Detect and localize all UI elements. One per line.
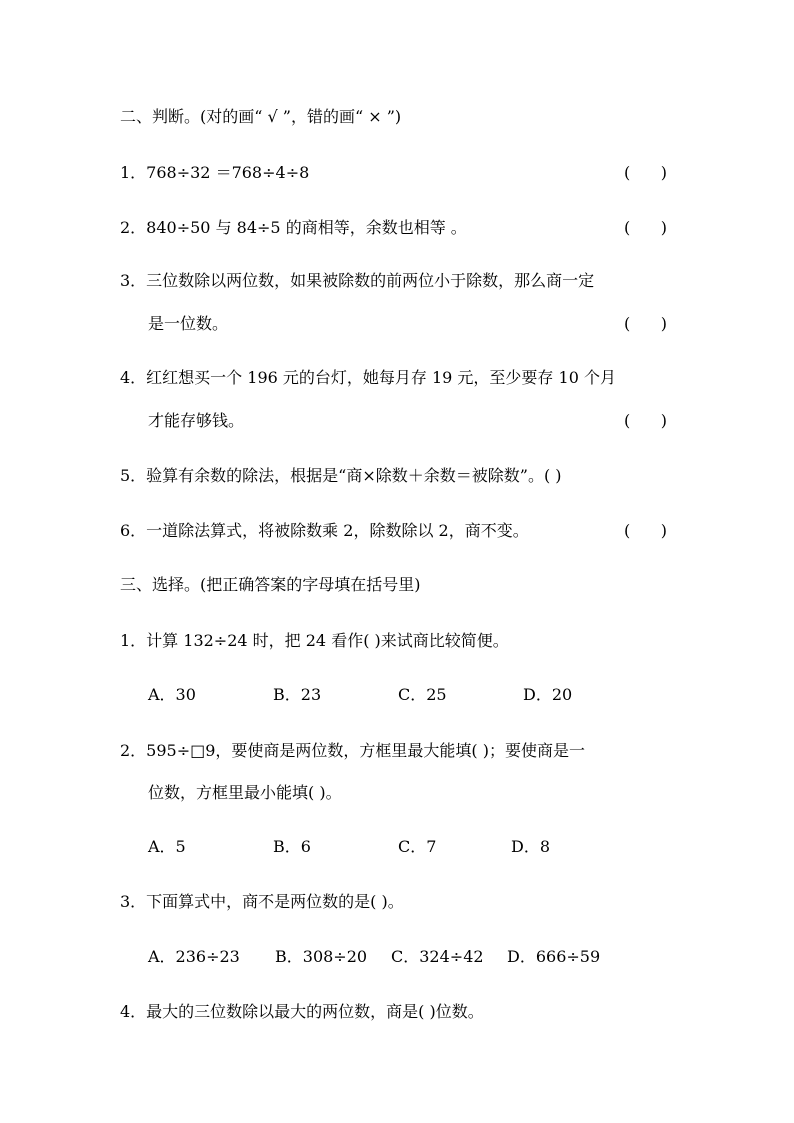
judge-item-4-cont: 才能存够钱。 — [148, 411, 245, 430]
option-d: D．666÷59 — [507, 947, 601, 966]
judge-item-5: 5．验算有余数的除法，根据是“商×除数＋余数＝被除数”。( ) — [120, 466, 562, 485]
option-c: C．324÷42 — [391, 947, 484, 966]
option-b: B．23 — [273, 685, 322, 704]
choice-item-1: 1．计算 132÷24 时，把 24 看作( )来试商比较简便。 — [120, 631, 509, 650]
option-d: D．20 — [523, 685, 573, 704]
answer-bracket[interactable]: ( ) — [624, 314, 667, 333]
option-b: B．6 — [273, 837, 311, 856]
answer-bracket[interactable]: ( ) — [624, 521, 667, 540]
judge-header: 二、判断。(对的画“ √ ”，错的画“ × ”) — [120, 107, 402, 126]
judge-item-3-cont: 是一位数。 — [148, 314, 229, 333]
answer-bracket[interactable]: ( ) — [624, 163, 667, 182]
judge-item-3: 3．三位数除以两位数，如果被除数的前两位小于除数，那么商一定 — [120, 271, 595, 290]
judge-item-1: 1．768÷32 ＝768÷4÷8 — [120, 163, 310, 182]
option-b: B．308÷20 — [275, 947, 368, 966]
choice-item-4: 4．最大的三位数除以最大的两位数，商是( )位数。 — [120, 1002, 484, 1021]
choice-item-2-cont: 位数，方框里最小能填( )。 — [148, 783, 342, 802]
choice-item-2: 2．595÷□9，要使商是两位数，方框里最大能填( )；要使商是一 — [120, 741, 585, 760]
option-d: D．8 — [511, 837, 551, 856]
choice-header: 三、选择。(把正确答案的字母填在括号里) — [120, 575, 421, 594]
option-a: A．236÷23 — [148, 947, 240, 966]
option-c: C．25 — [398, 685, 447, 704]
judge-item-2: 2．840÷50 与 84÷5 的商相等，余数也相等 。 — [120, 218, 467, 237]
judge-item-6: 6．一道除法算式，将被除数乘 2，除数除以 2，商不变。 — [120, 521, 529, 540]
answer-bracket[interactable]: ( ) — [624, 218, 667, 237]
choice-item-3: 3．下面算式中，商不是两位数的是( )。 — [120, 892, 404, 911]
option-a: A．30 — [148, 685, 196, 704]
option-c: C．7 — [398, 837, 437, 856]
judge-item-4: 4．红红想买一个 196 元的台灯，她每月存 19 元，至少要存 10 个月 — [120, 368, 616, 387]
answer-bracket[interactable]: ( ) — [624, 411, 667, 430]
option-a: A．5 — [148, 837, 186, 856]
